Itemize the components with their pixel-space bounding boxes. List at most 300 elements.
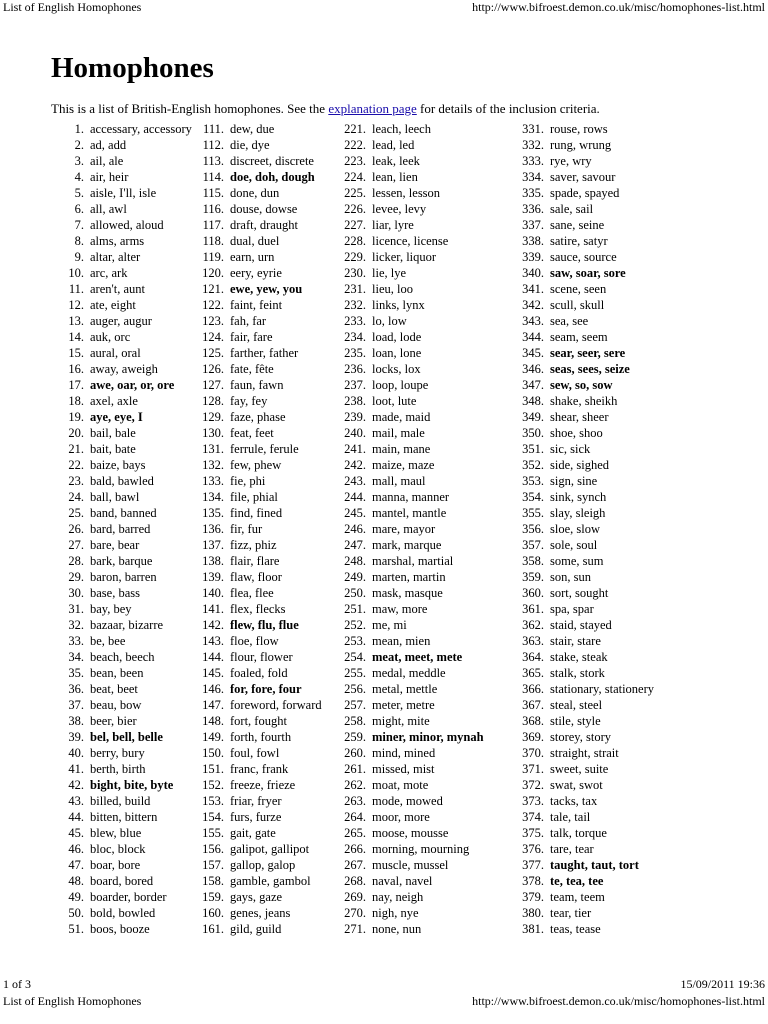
item-words: locks, lox bbox=[372, 362, 421, 376]
homophone-item bbox=[194, 617, 322, 633]
item-number: 359. bbox=[522, 570, 544, 584]
item-words: bald, bawled bbox=[90, 474, 154, 488]
homophone-item bbox=[336, 729, 484, 745]
item-number: 9. bbox=[74, 250, 84, 264]
item-number: 337. bbox=[522, 218, 544, 232]
item-words: naval, navel bbox=[372, 874, 433, 888]
item-words: gallop, galop bbox=[230, 858, 296, 872]
item-words: galipot, gallipot bbox=[230, 842, 310, 856]
item-number: 336. bbox=[522, 202, 544, 216]
item-words: satire, satyr bbox=[550, 234, 608, 248]
item-number: 237. bbox=[344, 378, 366, 392]
homophone-item bbox=[194, 409, 322, 425]
homophone-item bbox=[194, 505, 322, 521]
item-number: 111. bbox=[203, 122, 224, 136]
item-words: moor, more bbox=[372, 810, 430, 824]
item-number: 362. bbox=[522, 618, 544, 632]
homophone-item bbox=[194, 121, 322, 137]
homophone-item bbox=[194, 825, 322, 841]
homophone-item bbox=[514, 153, 654, 169]
item-words: maize, maze bbox=[372, 458, 435, 472]
item-number: 131. bbox=[202, 442, 224, 456]
item-words: furs, furze bbox=[230, 810, 282, 824]
homophone-item bbox=[54, 377, 192, 393]
homophone-item bbox=[194, 569, 322, 585]
item-number: 256. bbox=[344, 682, 366, 696]
item-number: 350. bbox=[522, 426, 544, 440]
item-number: 238. bbox=[344, 394, 366, 408]
homophone-item bbox=[514, 505, 654, 521]
item-number: 38. bbox=[68, 714, 84, 728]
item-words: for, fore, four bbox=[230, 682, 302, 696]
homophone-item bbox=[54, 393, 192, 409]
item-number: 265. bbox=[344, 826, 366, 840]
item-number: 229. bbox=[344, 250, 366, 264]
item-words: bitten, bittern bbox=[90, 810, 158, 824]
item-number: 34. bbox=[68, 650, 84, 664]
item-number: 50. bbox=[68, 906, 84, 920]
homophone-item bbox=[336, 425, 484, 441]
item-number: 4. bbox=[74, 170, 84, 184]
item-number: 23. bbox=[68, 474, 84, 488]
homophone-item bbox=[54, 521, 192, 537]
item-words: loop, loupe bbox=[372, 378, 429, 392]
item-number: 151. bbox=[202, 762, 224, 776]
item-number: 351. bbox=[522, 442, 544, 456]
item-words: fate, fête bbox=[230, 362, 274, 376]
homophone-item bbox=[194, 521, 322, 537]
item-number: 43. bbox=[68, 794, 84, 808]
homophone-item bbox=[514, 889, 654, 905]
homophone-item bbox=[194, 361, 322, 377]
homophone-item bbox=[194, 553, 322, 569]
item-words: flour, flower bbox=[230, 650, 293, 664]
homophone-item bbox=[194, 281, 322, 297]
item-number: 135. bbox=[202, 506, 224, 520]
homophone-item bbox=[336, 313, 484, 329]
homophone-item bbox=[194, 841, 322, 857]
homophone-item bbox=[194, 713, 322, 729]
homophone-item bbox=[336, 537, 484, 553]
item-number: 142. bbox=[202, 618, 224, 632]
item-words: gild, guild bbox=[230, 922, 282, 936]
homophone-item bbox=[336, 361, 484, 377]
item-words: son, sun bbox=[550, 570, 591, 584]
item-number: 117. bbox=[202, 218, 224, 232]
item-words: mode, mowed bbox=[372, 794, 443, 808]
item-words: main, mane bbox=[372, 442, 431, 456]
item-number: 22. bbox=[68, 458, 84, 472]
item-words: slay, sleigh bbox=[550, 506, 606, 520]
item-words: meter, metre bbox=[372, 698, 435, 712]
item-number: 41. bbox=[68, 762, 84, 776]
item-number: 20. bbox=[68, 426, 84, 440]
item-words: manna, manner bbox=[372, 490, 450, 504]
item-words: file, phial bbox=[230, 490, 278, 504]
item-number: 360. bbox=[522, 586, 544, 600]
homophone-item bbox=[514, 905, 654, 921]
item-words: fort, fought bbox=[230, 714, 287, 728]
item-words: douse, dowse bbox=[230, 202, 298, 216]
homophone-item bbox=[194, 169, 322, 185]
item-words: tale, tail bbox=[550, 810, 591, 824]
item-words: berry, bury bbox=[90, 746, 145, 760]
item-words: mare, mayor bbox=[372, 522, 436, 536]
homophone-item bbox=[514, 665, 654, 681]
homophone-item bbox=[514, 425, 654, 441]
item-words: foul, fowl bbox=[230, 746, 280, 760]
homophone-item bbox=[514, 169, 654, 185]
homophone-item bbox=[514, 313, 654, 329]
item-number: 160. bbox=[202, 906, 224, 920]
item-number: 239. bbox=[344, 410, 366, 424]
homophone-item bbox=[194, 697, 322, 713]
item-words: te, tea, tee bbox=[550, 874, 604, 888]
item-number: 338. bbox=[522, 234, 544, 248]
item-number: 346. bbox=[522, 362, 544, 376]
item-words: flea, flee bbox=[230, 586, 274, 600]
item-words: sloe, slow bbox=[550, 522, 600, 536]
item-words: sic, sick bbox=[550, 442, 591, 456]
homophone-item bbox=[336, 153, 484, 169]
item-words: alms, arms bbox=[90, 234, 145, 248]
homophone-item bbox=[194, 201, 322, 217]
item-words: ball, bawl bbox=[90, 490, 140, 504]
print-datetime: 15/09/2011 19:36 bbox=[680, 977, 765, 991]
item-words: allowed, aloud bbox=[90, 218, 164, 232]
item-words: bel, bell, belle bbox=[90, 730, 163, 744]
item-number: 130. bbox=[202, 426, 224, 440]
item-words: mantel, mantle bbox=[372, 506, 447, 520]
item-number: 242. bbox=[344, 458, 366, 472]
homophone-item bbox=[54, 745, 192, 761]
page-number: 1 of 3 bbox=[3, 977, 31, 991]
homophone-item bbox=[336, 169, 484, 185]
homophone-item bbox=[194, 537, 322, 553]
homophone-column-4 bbox=[514, 121, 654, 937]
item-words: bean, been bbox=[90, 666, 144, 680]
homophone-item bbox=[54, 345, 192, 361]
homophone-item bbox=[336, 761, 484, 777]
item-number: 31. bbox=[68, 602, 84, 616]
item-number: 19. bbox=[68, 410, 84, 424]
item-words: sale, sail bbox=[550, 202, 594, 216]
homophone-item bbox=[336, 249, 484, 265]
explanation-link[interactable]: explanation page bbox=[328, 101, 417, 116]
item-words: meat, meet, mete bbox=[372, 650, 463, 664]
item-words: stair, stare bbox=[550, 634, 601, 648]
item-words: axel, axle bbox=[90, 394, 138, 408]
item-words: mail, male bbox=[372, 426, 425, 440]
item-words: awe, oar, or, ore bbox=[90, 378, 175, 392]
homophone-item bbox=[514, 473, 654, 489]
item-number: 354. bbox=[522, 490, 544, 504]
item-words: morning, mourning bbox=[372, 842, 470, 856]
homophone-item bbox=[194, 329, 322, 345]
item-words: friar, fryer bbox=[230, 794, 282, 808]
item-number: 25. bbox=[68, 506, 84, 520]
item-number: 149. bbox=[202, 730, 224, 744]
item-words: blew, blue bbox=[90, 826, 142, 840]
item-number: 368. bbox=[522, 714, 544, 728]
item-number: 144. bbox=[202, 650, 224, 664]
homophone-item bbox=[336, 649, 484, 665]
item-words: dew, due bbox=[230, 122, 275, 136]
homophone-item bbox=[194, 457, 322, 473]
item-number: 6. bbox=[74, 202, 84, 216]
homophone-column-3 bbox=[336, 121, 484, 937]
homophone-item bbox=[54, 905, 192, 921]
homophone-item bbox=[194, 649, 322, 665]
item-words: team, teem bbox=[550, 890, 605, 904]
homophone-item bbox=[514, 825, 654, 841]
homophone-item bbox=[54, 793, 192, 809]
item-words: fah, far bbox=[230, 314, 267, 328]
item-number: 370. bbox=[522, 746, 544, 760]
item-words: bark, barque bbox=[90, 554, 153, 568]
homophone-item bbox=[54, 777, 192, 793]
item-number: 40. bbox=[68, 746, 84, 760]
item-number: 340. bbox=[522, 266, 544, 280]
item-number: 331. bbox=[522, 122, 544, 136]
item-words: leach, leech bbox=[372, 122, 431, 136]
homophone-item bbox=[54, 169, 192, 185]
item-words: none, nun bbox=[372, 922, 422, 936]
item-words: shear, sheer bbox=[550, 410, 609, 424]
item-words: berth, birth bbox=[90, 762, 146, 776]
item-words: marten, martin bbox=[372, 570, 446, 584]
item-number: 14. bbox=[68, 330, 84, 344]
homophone-item bbox=[194, 217, 322, 233]
item-words: floe, flow bbox=[230, 634, 279, 648]
item-words: bail, bale bbox=[90, 426, 136, 440]
item-number: 270. bbox=[344, 906, 366, 920]
homophone-item bbox=[194, 809, 322, 825]
item-words: lo, low bbox=[372, 314, 407, 328]
item-number: 123. bbox=[202, 314, 224, 328]
item-number: 42. bbox=[68, 778, 84, 792]
item-number: 134. bbox=[202, 490, 224, 504]
item-number: 127. bbox=[202, 378, 224, 392]
homophone-item bbox=[194, 585, 322, 601]
item-words: air, heir bbox=[90, 170, 129, 184]
homophone-item bbox=[194, 313, 322, 329]
item-number: 148. bbox=[202, 714, 224, 728]
homophone-item bbox=[54, 201, 192, 217]
homophone-item bbox=[194, 873, 322, 889]
homophone-item bbox=[514, 457, 654, 473]
item-number: 250. bbox=[344, 586, 366, 600]
item-words: rung, wrung bbox=[550, 138, 612, 152]
item-words: fizz, phiz bbox=[230, 538, 277, 552]
item-number: 18. bbox=[68, 394, 84, 408]
item-number: 5. bbox=[74, 186, 84, 200]
print-footer-title: List of English Homophones bbox=[3, 994, 142, 1008]
item-number: 147. bbox=[202, 698, 224, 712]
item-words: licence, license bbox=[372, 234, 449, 248]
item-words: fie, phi bbox=[230, 474, 266, 488]
item-number: 240. bbox=[344, 426, 366, 440]
item-words: beer, bier bbox=[90, 714, 137, 728]
homophone-item bbox=[194, 793, 322, 809]
item-words: sea, see bbox=[550, 314, 589, 328]
item-words: links, lynx bbox=[372, 298, 425, 312]
homophone-item bbox=[54, 649, 192, 665]
item-number: 32. bbox=[68, 618, 84, 632]
homophone-item bbox=[336, 297, 484, 313]
homophone-item bbox=[194, 601, 322, 617]
item-words: sweet, suite bbox=[550, 762, 609, 776]
homophone-item bbox=[336, 505, 484, 521]
homophone-item bbox=[336, 233, 484, 249]
item-words: stationary, stationery bbox=[550, 682, 655, 696]
item-number: 17. bbox=[68, 378, 84, 392]
item-words: bold, bowled bbox=[90, 906, 156, 920]
item-number: 138. bbox=[202, 554, 224, 568]
item-number: 141. bbox=[202, 602, 224, 616]
item-number: 357. bbox=[522, 538, 544, 552]
item-words: all, awl bbox=[90, 202, 127, 216]
item-words: flair, flare bbox=[230, 554, 280, 568]
homophone-item bbox=[194, 729, 322, 745]
homophone-item bbox=[336, 633, 484, 649]
homophone-item bbox=[336, 921, 484, 937]
item-words: fair, fare bbox=[230, 330, 273, 344]
homophone-item bbox=[514, 841, 654, 857]
homophone-item bbox=[54, 489, 192, 505]
item-words: beach, beech bbox=[90, 650, 155, 664]
item-words: maw, more bbox=[372, 602, 428, 616]
homophone-item bbox=[194, 297, 322, 313]
item-number: 243. bbox=[344, 474, 366, 488]
item-number: 152. bbox=[202, 778, 224, 792]
item-number: 119. bbox=[202, 250, 224, 264]
homophone-item bbox=[54, 329, 192, 345]
item-number: 35. bbox=[68, 666, 84, 680]
homophone-item bbox=[336, 617, 484, 633]
item-number: 159. bbox=[202, 890, 224, 904]
item-number: 145. bbox=[202, 666, 224, 680]
item-number: 233. bbox=[344, 314, 366, 328]
item-words: rouse, rows bbox=[550, 122, 608, 136]
item-number: 332. bbox=[522, 138, 544, 152]
item-number: 361. bbox=[522, 602, 544, 616]
homophone-item bbox=[194, 665, 322, 681]
homophone-item bbox=[336, 521, 484, 537]
item-words: stalk, stork bbox=[550, 666, 605, 680]
item-words: loan, lone bbox=[372, 346, 422, 360]
homophone-item bbox=[514, 601, 654, 617]
item-number: 28. bbox=[68, 554, 84, 568]
item-number: 333. bbox=[522, 154, 544, 168]
homophone-item bbox=[194, 761, 322, 777]
item-words: lean, lien bbox=[372, 170, 418, 184]
item-words: storey, story bbox=[550, 730, 611, 744]
homophone-item bbox=[336, 713, 484, 729]
item-words: auger, augur bbox=[90, 314, 152, 328]
item-number: 376. bbox=[522, 842, 544, 856]
homophone-item bbox=[194, 921, 322, 937]
homophone-item bbox=[336, 681, 484, 697]
item-words: lead, led bbox=[372, 138, 415, 152]
item-words: nigh, nye bbox=[372, 906, 419, 920]
item-words: foreword, forward bbox=[230, 698, 322, 712]
item-words: scene, seen bbox=[550, 282, 607, 296]
homophone-item bbox=[514, 633, 654, 649]
item-number: 381. bbox=[522, 922, 544, 936]
homophone-item bbox=[54, 217, 192, 233]
item-number: 2. bbox=[74, 138, 84, 152]
item-number: 353. bbox=[522, 474, 544, 488]
item-words: levee, levy bbox=[372, 202, 427, 216]
homophone-item bbox=[514, 729, 654, 745]
item-number: 115. bbox=[202, 186, 224, 200]
homophone-item bbox=[514, 857, 654, 873]
homophone-item bbox=[514, 137, 654, 153]
item-words: find, fined bbox=[230, 506, 283, 520]
homophone-item bbox=[336, 873, 484, 889]
item-words: board, bored bbox=[90, 874, 154, 888]
item-words: dual, duel bbox=[230, 234, 280, 248]
homophone-item bbox=[336, 841, 484, 857]
item-words: bard, barred bbox=[90, 522, 151, 536]
homophone-item bbox=[514, 201, 654, 217]
item-number: 153. bbox=[202, 794, 224, 808]
item-number: 1. bbox=[74, 122, 84, 136]
item-number: 371. bbox=[522, 762, 544, 776]
item-number: 249. bbox=[344, 570, 366, 584]
item-number: 349. bbox=[522, 410, 544, 424]
homophone-item bbox=[514, 409, 654, 425]
item-words: auk, orc bbox=[90, 330, 131, 344]
homophone-item bbox=[54, 153, 192, 169]
item-number: 223. bbox=[344, 154, 366, 168]
item-number: 15. bbox=[68, 346, 84, 360]
item-words: made, maid bbox=[372, 410, 431, 424]
item-words: flew, flu, flue bbox=[230, 618, 299, 632]
item-words: boarder, border bbox=[90, 890, 167, 904]
item-words: swat, swot bbox=[550, 778, 603, 792]
item-number: 247. bbox=[344, 538, 366, 552]
item-number: 226. bbox=[344, 202, 366, 216]
homophone-item bbox=[514, 489, 654, 505]
item-number: 121. bbox=[202, 282, 224, 296]
item-words: ewe, yew, you bbox=[230, 282, 303, 296]
item-number: 122. bbox=[202, 298, 224, 312]
item-words: baron, barren bbox=[90, 570, 157, 584]
item-number: 13. bbox=[68, 314, 84, 328]
homophone-item bbox=[514, 393, 654, 409]
item-number: 11. bbox=[68, 282, 84, 296]
item-words: doe, doh, dough bbox=[230, 170, 315, 184]
item-number: 374. bbox=[522, 810, 544, 824]
homophone-item bbox=[54, 569, 192, 585]
homophone-item bbox=[54, 857, 192, 873]
item-number: 24. bbox=[68, 490, 84, 504]
item-number: 46. bbox=[68, 842, 84, 856]
item-number: 365. bbox=[522, 666, 544, 680]
homophone-item bbox=[514, 809, 654, 825]
item-number: 37. bbox=[68, 698, 84, 712]
item-words: fay, fey bbox=[230, 394, 268, 408]
homophone-item bbox=[514, 553, 654, 569]
item-number: 154. bbox=[202, 810, 224, 824]
homophone-item bbox=[54, 729, 192, 745]
item-number: 262. bbox=[344, 778, 366, 792]
item-words: genes, jeans bbox=[230, 906, 291, 920]
item-words: spa, spar bbox=[550, 602, 594, 616]
item-number: 114. bbox=[202, 170, 224, 184]
